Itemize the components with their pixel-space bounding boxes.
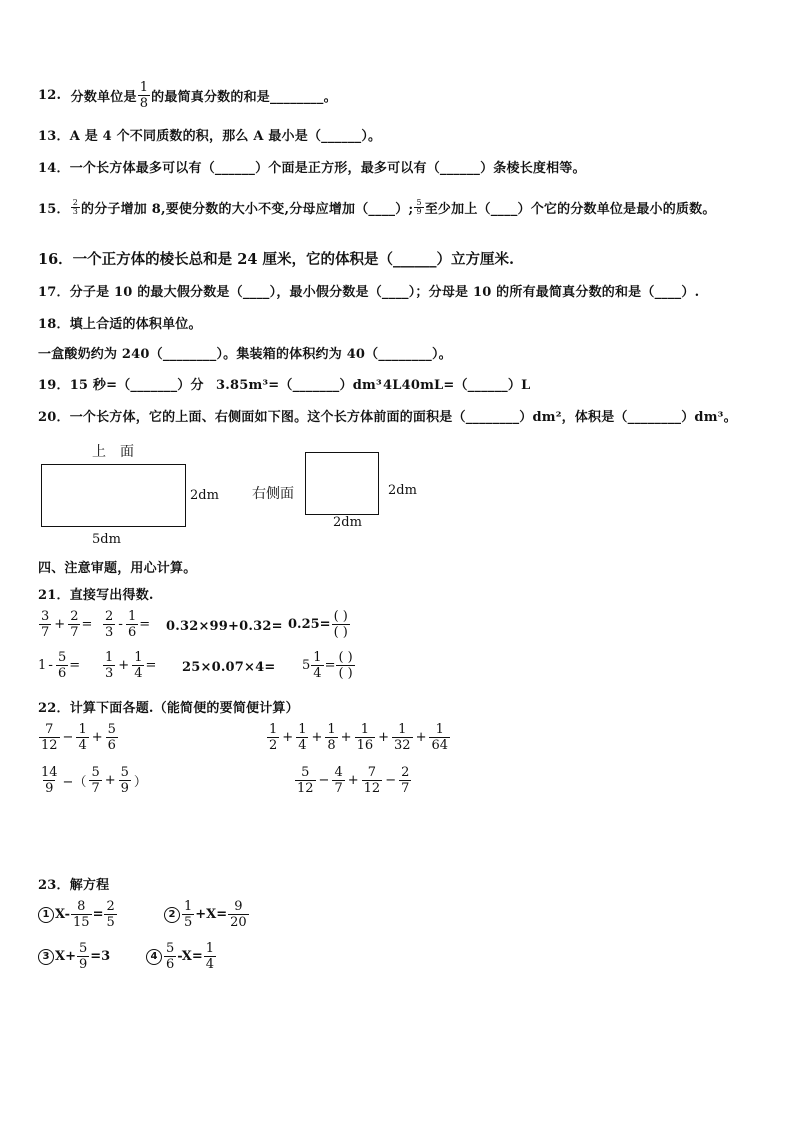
frac-den: 16 (356, 738, 374, 753)
operator: + (415, 730, 427, 745)
q22-item-c (38, 765, 149, 796)
operator: −（ (62, 775, 87, 790)
right-face-bottom-label: 2dm (333, 515, 362, 530)
right-face-side-label: 2dm (388, 483, 417, 498)
frac-num: 5 (107, 722, 116, 737)
frac-num: 1 (134, 650, 143, 665)
question-18: 18．填上合适的体积单位。 (38, 317, 202, 332)
whole: 1 (38, 658, 47, 673)
frac-num: 14 (41, 765, 58, 780)
q12-suffix: 的最简真分数的和是________。 (151, 90, 337, 105)
expr-prefix: 0.25= (288, 617, 331, 632)
frac-num: 9 (234, 899, 243, 914)
frac-num: 2 (70, 609, 79, 624)
frac-den: 9 (78, 957, 88, 972)
question-21: 21．直接写出得数. (38, 588, 154, 603)
frac-den: 4 (313, 666, 322, 681)
frac-num: 1 (205, 941, 214, 956)
frac-den: 4 (134, 666, 143, 681)
q21-item-e (38, 650, 80, 681)
frac-num: 7 (45, 722, 54, 737)
frac-den: 3 (105, 666, 114, 681)
section-4-title: 四、注意审题，用心计算。 (38, 561, 197, 576)
question-15 (38, 198, 716, 217)
frac-den: 12 (363, 781, 381, 796)
question-19-b: 3.85m³=（_______）dm³ (216, 378, 382, 393)
q15-number: 15． (38, 202, 70, 217)
frac-num: 3 (41, 609, 50, 624)
question-17: 17．分子是 10 的最大假分数是（____），最小假分数是（____）；分母是 10 的所有最简真分数的和是（____）. (38, 285, 700, 300)
frac-den: 7 (70, 625, 79, 640)
q15-text-1: 的分子增加 8,要使分数的大小不变,分母应增加（____）; (81, 202, 414, 217)
expr-middle: -X= (177, 949, 203, 964)
frac-den: 4 (205, 957, 214, 972)
equals: = (324, 658, 336, 673)
q21-item-c: 0.32×99+0.32= (166, 619, 283, 634)
frac-den: 7 (91, 781, 100, 796)
equals: = (81, 617, 93, 632)
operator: + (340, 730, 352, 745)
operator: − (385, 773, 397, 788)
q15-fraction-1 (71, 199, 80, 216)
q21-item-d (288, 609, 351, 640)
frac-num: 4 (334, 765, 343, 780)
expr-middle: +X= (195, 907, 228, 922)
frac-den: 7 (41, 625, 50, 640)
frac-num: 1 (327, 722, 336, 737)
right-face-rect (305, 452, 379, 515)
frac-den: 4 (78, 738, 87, 753)
frac-num: 1 (269, 722, 278, 737)
operator: + (347, 773, 359, 788)
equals: = (69, 658, 81, 673)
frac-num: 1 (78, 722, 87, 737)
frac-den: 6 (107, 738, 116, 753)
q15-f1-denominator: 3 (72, 207, 78, 216)
frac-den: 8 (327, 738, 336, 753)
q22-item-a (38, 722, 119, 753)
frac-num: ( ) (333, 609, 348, 624)
frac-den: 5 (106, 915, 115, 930)
frac-den: 20 (230, 915, 247, 930)
frac-den: 6 (57, 666, 67, 681)
frac-num: 1 (127, 609, 137, 624)
operator: − (62, 730, 74, 745)
q22-item-b (266, 722, 451, 753)
top-face-rect (41, 464, 186, 527)
frac-num: 5 (78, 941, 88, 956)
question-22: 22．计算下面各题.（能简便的要简便计算） (38, 701, 299, 716)
question-16: 16．一个正方体的棱长总和是 24 厘米，它的体积是（______）立方厘米. (38, 251, 514, 268)
question-12 (38, 80, 337, 111)
frac-den: ( ) (338, 666, 353, 681)
q12-fraction (138, 80, 150, 111)
frac-num: 1 (313, 650, 322, 665)
frac-num: 5 (301, 765, 310, 780)
circled-number-icon: 1 (38, 907, 54, 923)
circled-number-icon: 2 (164, 907, 180, 923)
question-18-line-2: 一盒酸奶约为 240（________）。集装箱的体积约为 40（________）。 (38, 347, 452, 362)
frac-num: 2 (106, 899, 115, 914)
operator: + (104, 773, 116, 788)
frac-den: 6 (127, 625, 137, 640)
frac-num: 2 (105, 609, 114, 624)
q23-item-4 (146, 941, 217, 972)
expr-prefix: X- (55, 907, 71, 922)
q15-fraction-2 (414, 199, 423, 216)
q12-frac-numerator: 1 (139, 80, 149, 95)
q22-item-d (294, 765, 412, 796)
q21-item-f (102, 650, 156, 681)
circled-number-icon: 3 (38, 949, 54, 965)
expr-suffix: =3 (90, 949, 111, 964)
q23-item-1 (38, 899, 118, 930)
frac-den: 12 (297, 781, 314, 796)
frac-den: 5 (184, 915, 193, 930)
question-23: 23．解方程 (38, 878, 110, 893)
q15-f2-numerator: 5 (416, 198, 422, 207)
operator: + (378, 730, 390, 745)
q15-f1-numerator: 2 (72, 198, 78, 207)
operator: ） (133, 775, 147, 790)
equals: = (145, 658, 157, 673)
frac-den: 32 (394, 738, 411, 753)
question-19-c: 4L40mL=（______）L (383, 378, 531, 393)
q23-item-3 (38, 941, 110, 972)
frac-num: 7 (367, 765, 377, 780)
q12-number: 12. (38, 88, 62, 103)
q12-prefix: 分数单位是 (70, 90, 137, 105)
whole: 5 (302, 658, 311, 673)
q21-item-g: 25×0.07×4= (182, 660, 276, 675)
operator: + (118, 658, 130, 673)
frac-den: 4 (298, 738, 307, 753)
question-13: 13．A 是 4 个不同质数的积，那么 A 最小是（______）。 (38, 129, 382, 144)
frac-num: 1 (184, 899, 193, 914)
operator: - (118, 617, 123, 632)
top-face-bottom-label: 5dm (92, 532, 121, 547)
q21-item-h (302, 650, 356, 681)
frac-den: 12 (41, 738, 58, 753)
frac-num: 5 (91, 765, 100, 780)
top-face-side-label: 2dm (190, 488, 219, 503)
frac-den: 64 (431, 738, 449, 753)
operator: − (318, 773, 330, 788)
frac-den: 2 (269, 738, 278, 753)
frac-num: 5 (120, 765, 129, 780)
q15-f2-denominator: 9 (416, 207, 422, 216)
frac-num: 1 (298, 722, 307, 737)
frac-den: 3 (105, 625, 114, 640)
circled-number-icon: 4 (146, 949, 162, 965)
q21-item-a (38, 609, 92, 640)
frac-num: 5 (57, 650, 67, 665)
frac-den: 6 (166, 957, 175, 972)
operator: + (54, 617, 66, 632)
operator: + (311, 730, 323, 745)
frac-den: 9 (45, 781, 54, 796)
frac-num: 2 (401, 765, 410, 780)
operator: + (91, 730, 103, 745)
frac-den: 7 (401, 781, 410, 796)
question-19-a: 19．15 秒=（_______）分 (38, 378, 204, 393)
frac-den: ( ) (333, 625, 348, 640)
frac-num: ( ) (338, 650, 353, 665)
q23-item-2 (164, 899, 250, 930)
question-14: 14．一个长方体最多可以有（______）个面是正方形，最多可以有（______）条棱长度相等。 (38, 161, 586, 176)
frac-num: 1 (435, 722, 444, 737)
operator: + (282, 730, 294, 745)
frac-num: 1 (105, 650, 114, 665)
equals: = (139, 617, 151, 632)
q21-item-b (102, 609, 150, 640)
equals: = (92, 907, 104, 922)
question-20: 20．一个长方体，它的上面、右侧面如下图。这个长方体前面的面积是（________）dm²，体积是（________）dm³。 (38, 410, 737, 425)
frac-den: 15 (73, 915, 90, 930)
frac-den: 7 (334, 781, 343, 796)
frac-num: 1 (398, 722, 407, 737)
q12-frac-denominator: 8 (139, 96, 149, 111)
top-face-label: 上 面 (92, 444, 134, 460)
frac-num: 8 (77, 899, 86, 914)
frac-den: 9 (120, 781, 129, 796)
frac-num: 1 (360, 722, 369, 737)
operator: - (48, 658, 53, 673)
expr-prefix: X+ (55, 949, 76, 964)
frac-num: 5 (166, 941, 175, 956)
right-face-label: 右侧面 (252, 486, 294, 502)
q15-text-2: 至少加上（____）个它的分数单位是最小的质数。 (424, 202, 716, 217)
